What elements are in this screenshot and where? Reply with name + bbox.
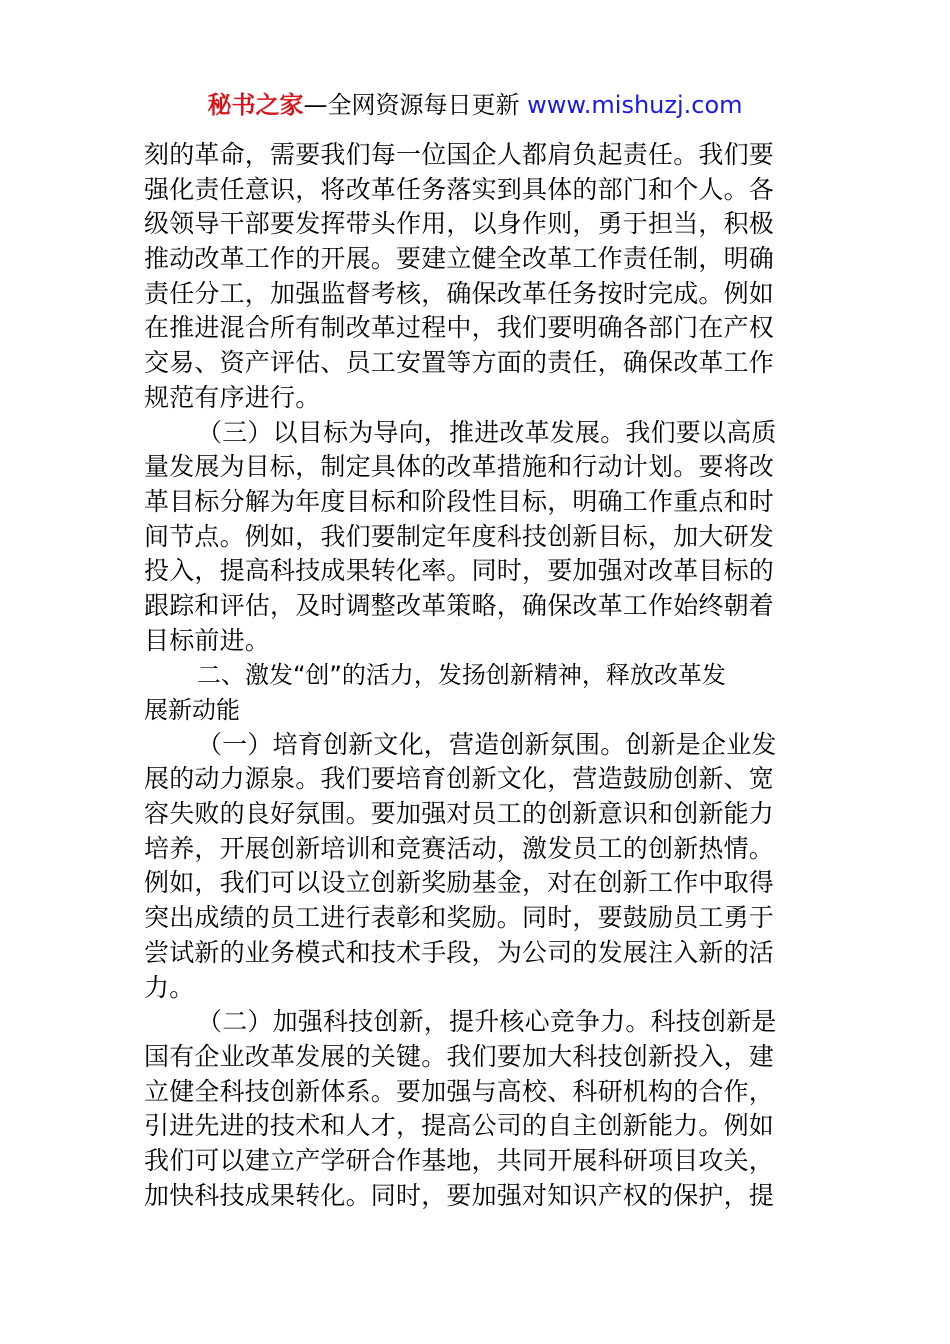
text-line: 培养，开展创新培训和竞赛活动，激发员工的创新热情。 (144, 833, 775, 863)
text-line: 责任分工，加强监督考核，确保改革任务按时完成。例如 (144, 278, 775, 308)
text-line: 刻的革命，需要我们每一位国企人都肩负起责任。我们要 (144, 140, 775, 169)
site-url-link[interactable]: www.mishuzj.com (527, 91, 743, 119)
text-line: 规范有序进行。 (144, 382, 321, 412)
text-line: 突出成绩的员工进行表彰和奖励。同时，要鼓励员工勇于 (144, 903, 775, 933)
text-line: 跟踪和评估，及时调整改革策略，确保改革工作始终朝着 (144, 590, 775, 620)
text-line: 级领导干部要发挥带头作用，以身作则，勇于担当，积极 (144, 209, 775, 239)
text-line: 力。 (144, 972, 195, 1002)
text-line: 在推进混合所有制改革过程中，我们要明确各部门在产权 (144, 313, 775, 343)
text-line: 强化责任意识，将改革任务落实到具体的部门和个人。各 (144, 174, 775, 204)
site-brand: 秘书之家 (207, 91, 304, 119)
page-header (0, 88, 950, 122)
section-heading: 二、激发“创”的活力，发扬创新精神，释放改革发 (197, 661, 726, 690)
document-body (144, 138, 810, 1213)
text-line: 国有企业改革发展的关键。我们要加大科技创新投入，建 (144, 1041, 775, 1071)
site-tagline: —全网资源每日更新 (303, 91, 528, 119)
section-heading-continued: 展新动能 (144, 696, 240, 724)
text-line: 引进先进的技术和人才，提高公司的自主创新能力。例如 (144, 1111, 775, 1141)
text-line: 展的动力源泉。我们要培育创新文化，营造鼓励创新、宽 (144, 764, 775, 794)
paragraph-start-line: （二）加强科技创新，提升核心竞争力。科技创新是 (197, 1007, 777, 1037)
text-line: 例如，我们可以设立创新奖励基金，对在创新工作中取得 (144, 868, 775, 898)
text-line: 目标前进。 (144, 625, 271, 655)
text-line: 投入，提高科技成果转化率。同时，要加强对改革目标的 (144, 556, 775, 586)
text-line: 推动改革工作的开展。要建立健全改革工作责任制，明确 (144, 244, 775, 274)
text-line: 间节点。例如，我们要制定年度科技创新目标，加大研发 (144, 521, 775, 551)
text-line: 革目标分解为年度目标和阶段性目标，明确工作重点和时 (144, 486, 775, 516)
text-line: 立健全科技创新体系。要加强与高校、科研机构的合作， (144, 1076, 775, 1106)
text-line: 容失败的良好氛围。要加强对员工的创新意识和创新能力 (144, 799, 775, 829)
paragraph-start-line: （三）以目标为导向，推进改革发展。我们要以高质 (197, 417, 777, 447)
text-line: 尝试新的业务模式和技术手段，为公司的发展注入新的活 (144, 937, 775, 967)
text-line: 量发展为目标，制定具体的改革措施和行动计划。要将改 (144, 452, 775, 482)
paragraph-start-line: （一）培育创新文化，营造创新氛围。创新是企业发 (197, 729, 777, 759)
text-line: 交易、资产评估、员工安置等方面的责任，确保改革工作 (144, 348, 775, 378)
text-line: 我们可以建立产学研合作基地，共同开展科研项目攻关， (144, 1145, 775, 1175)
text-line: 加快科技成果转化。同时，要加强对知识产权的保护，提 (144, 1180, 775, 1210)
